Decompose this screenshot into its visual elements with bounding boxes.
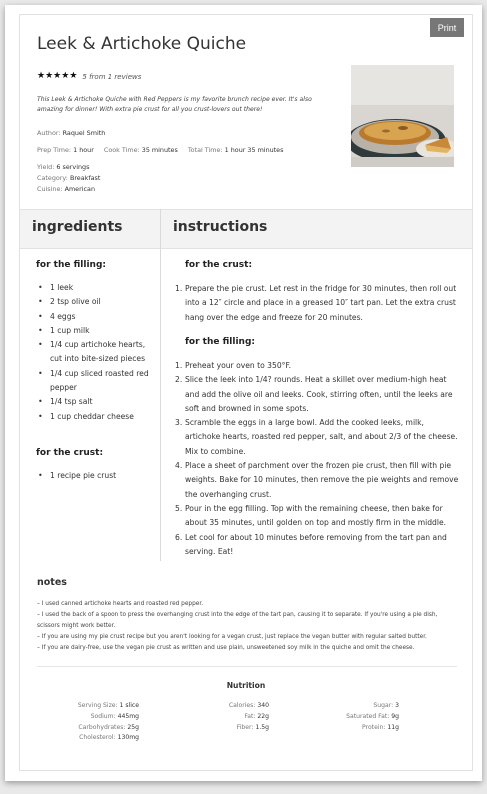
list-item: • 2 tsp olive oil bbox=[36, 295, 154, 309]
nutrition-label: Protein: bbox=[362, 723, 386, 731]
list-item: • 1/4 cup sliced roasted red pepper bbox=[36, 367, 154, 396]
rating-stars[interactable] bbox=[37, 72, 77, 81]
nutrition-label: Fiber: bbox=[236, 723, 254, 731]
step-text: Place a sheet of parchment over the frozen pie crust, then fill with pie weights. Bake for 10 minutes, then remove the pie weights and remove the overhanging crust. bbox=[185, 461, 459, 499]
nutrition-item bbox=[346, 712, 399, 723]
list-item: – I used the back of a spoon to press the overhanging crust into the edge of the tart pan, causing it to separate. If you're using a pie dish, scissors might work better. bbox=[37, 611, 438, 629]
nutrition-col-2 bbox=[229, 701, 269, 733]
list-item: • 1 recipe pie crust bbox=[36, 469, 154, 483]
list-item: • 4 eggs bbox=[36, 310, 154, 324]
quiche-photo bbox=[351, 65, 454, 167]
nutrition-value: 3 bbox=[395, 702, 399, 709]
cook-value: 35 minutes bbox=[141, 146, 178, 154]
column-divider bbox=[160, 209, 161, 561]
cook-label: Cook Time: bbox=[103, 146, 140, 154]
nutrition-item bbox=[229, 723, 269, 734]
list-item: – If you are using my pie crust recipe but you aren't looking for a vegan crust, just replace the vegan butter with regular salted butter. bbox=[37, 633, 427, 640]
nutrition-col-1 bbox=[78, 701, 139, 744]
total-label: Total Time: bbox=[187, 146, 223, 154]
recipe-card bbox=[5, 5, 482, 781]
notes-list bbox=[37, 599, 457, 654]
star-icon: ★ bbox=[45, 71, 54, 81]
category-line bbox=[37, 174, 100, 182]
ingredients-crust-list bbox=[36, 469, 154, 483]
star-icon: ★ bbox=[37, 71, 46, 81]
nutrition-label: Saturated Fat: bbox=[346, 712, 390, 720]
star-icon: ★ bbox=[69, 71, 78, 81]
total-value: 1 hour 35 minutes bbox=[224, 146, 284, 154]
star-icon: ★ bbox=[53, 71, 62, 81]
yield-value: 6 servings bbox=[56, 163, 90, 171]
nutrition-item bbox=[229, 712, 269, 723]
nutrition-label: Sugar: bbox=[373, 702, 394, 709]
nutrition-item bbox=[78, 701, 139, 712]
nutrition-label: Cholesterol: bbox=[79, 734, 116, 742]
recipe-frame bbox=[19, 14, 473, 771]
nutrition-item bbox=[346, 701, 399, 712]
list-item: • 1/4 cup artichoke hearts, cut into bite-sized pieces bbox=[36, 338, 154, 367]
list-item: 6. Let cool for about 10 minutes before removing from the tart pan and serving. Eat! bbox=[175, 532, 447, 556]
list-item: – I used canned artichoke hearts and roasted red pepper. bbox=[37, 601, 204, 607]
nutrition-value: 22g bbox=[257, 712, 269, 720]
nutrition-label: Calories: bbox=[228, 702, 256, 709]
step-text: Prepare the pie crust. Let rest in the fridge for 30 minutes, then roll out into a 12″ circle and place in a greased 10″ tart pan. Let the extra crust hang over the edge and freeze for 20 minutes. bbox=[185, 284, 457, 322]
recipe-title: Leek & Artichoke Quiche bbox=[37, 34, 247, 54]
list-item: 5. Pour in the egg filling. Top with the remaining cheese, then bake for about 35 minutes, until golden on top and mostly firm in the middle. bbox=[175, 503, 447, 528]
list-item: 1. Prepare the pie crust. Let rest in the fridge for 30 minutes, then roll out into a 12″ circle and place in a greased 10″ tart pan. Let the extra crust hang over the edge and freeze for 20 minutes. bbox=[175, 284, 457, 322]
prep-value: 1 hour bbox=[73, 146, 94, 154]
yield-line bbox=[37, 163, 89, 171]
nutrition-label: Fat: bbox=[244, 712, 256, 720]
nutrition-value: 9g bbox=[391, 712, 399, 720]
nutrition-value: 445mg bbox=[117, 712, 139, 720]
list-item: • 1 leek bbox=[36, 281, 154, 295]
cuisine-line bbox=[37, 185, 95, 193]
author-value: Raquel Smith bbox=[62, 129, 106, 137]
instructions-filling-heading: for the filling: bbox=[185, 337, 255, 347]
notes-heading: notes bbox=[37, 577, 67, 588]
nutrition-item bbox=[346, 723, 399, 734]
nutrition-item bbox=[78, 712, 139, 723]
ingredients-filling-heading: for the filling: bbox=[36, 260, 106, 270]
time-line bbox=[37, 146, 283, 154]
list-item: 1. Preheat your oven to 350°F. bbox=[175, 361, 292, 370]
instructions-crust-heading: for the crust: bbox=[185, 260, 253, 270]
instructions-filling-list bbox=[175, 359, 460, 559]
step-text: Scramble the eggs in a large bowl. Add the cooked leeks, milk, artichoke hearts, roasted red pepper, salt, and about 2/3 of the cheese. Mix to combine. bbox=[185, 418, 458, 456]
list-item: 3. Scramble the eggs in a large bowl. Add the cooked leeks, milk, artichoke hearts, roasted red pepper, salt, and about 2/3 of the cheese. Mix to combine. bbox=[175, 418, 458, 456]
yield-label: Yield: bbox=[37, 163, 55, 171]
author-label: Author: bbox=[37, 129, 61, 137]
list-item: 4. Place a sheet of parchment over the frozen pie crust, then fill with pie weights. Bake for 10 minutes, then remove the pie weights and remove the overhanging crust. bbox=[175, 461, 459, 499]
nutrition-label: Carbohydrates: bbox=[78, 723, 126, 731]
category-label: Category: bbox=[37, 174, 68, 182]
nutrition-label: Sodium: bbox=[90, 712, 116, 720]
instructions-heading: instructions bbox=[173, 219, 268, 235]
nutrition-item bbox=[78, 733, 139, 744]
prep-label: Prep Time: bbox=[37, 146, 72, 154]
rating bbox=[37, 72, 141, 81]
list-item: – If you are dairy-free, use the vegan pie crust as written and use plain, unsweetened soy milk in the quiche and omit the cheese. bbox=[37, 644, 415, 651]
instructions-crust-list bbox=[175, 282, 460, 325]
step-text: Let cool for about 10 minutes before removing from the tart pan and serving. Eat! bbox=[185, 532, 447, 556]
rating-text: 5 from 1 reviews bbox=[82, 72, 142, 81]
nutrition-col-3 bbox=[346, 701, 399, 733]
nutrition-value: 340 bbox=[257, 702, 269, 709]
ingredients-heading: ingredients bbox=[32, 219, 123, 235]
cuisine-label: Cuisine: bbox=[37, 185, 63, 193]
author-line bbox=[37, 129, 105, 137]
nutrition-heading: Nutrition bbox=[226, 681, 266, 690]
category-value: Breakfast bbox=[69, 174, 101, 182]
nutrition-item bbox=[78, 723, 139, 734]
nutrition-value: 1.5g bbox=[255, 723, 269, 731]
cuisine-value: American bbox=[64, 185, 95, 193]
step-text: Preheat your oven to 350°F. bbox=[185, 361, 292, 370]
ingredients-crust-heading: for the crust: bbox=[36, 448, 104, 458]
nutrition-value: 11g bbox=[387, 723, 399, 731]
nutrition-value: 130mg bbox=[117, 734, 139, 742]
list-item: 2. Slice the leek into 1/4? rounds. Heat a skillet over medium-high heat and add the olive oil and leeks. Cook, stirring often, until the leeks are soft and browned in some spots. bbox=[175, 375, 453, 413]
print-button[interactable]: Print bbox=[430, 18, 464, 37]
star-icon: ★ bbox=[61, 71, 70, 81]
nutrition-value: 25g bbox=[127, 723, 139, 731]
list-item: • 1 cup milk bbox=[36, 324, 154, 338]
step-text: Pour in the egg filling. Top with the remaining cheese, then bake for about 35 minutes, until golden on top and mostly firm in the middle. bbox=[185, 503, 447, 528]
list-item: • 1/4 tsp salt bbox=[36, 395, 154, 409]
nutrition-label: Serving Size: bbox=[77, 702, 118, 709]
nutrition-value: 1 slice bbox=[119, 702, 139, 709]
recipe-description: This Leek & Artichoke Quiche with Red Peppers is my favorite brunch recipe ever. It's also amazing for dinner! With extra pie crust for all you crust-lovers out there! bbox=[37, 96, 312, 113]
step-text: Slice the leek into 1/4? rounds. Heat a skillet over medium-high heat and add the olive oil and leeks. Cook, stirring often, until the leeks are soft and browned in some spots. bbox=[185, 375, 453, 413]
nutrition-item bbox=[229, 701, 269, 712]
ingredients-filling-list bbox=[36, 281, 154, 424]
list-item: • 1 cup cheddar cheese bbox=[36, 410, 154, 424]
divider bbox=[37, 666, 457, 667]
